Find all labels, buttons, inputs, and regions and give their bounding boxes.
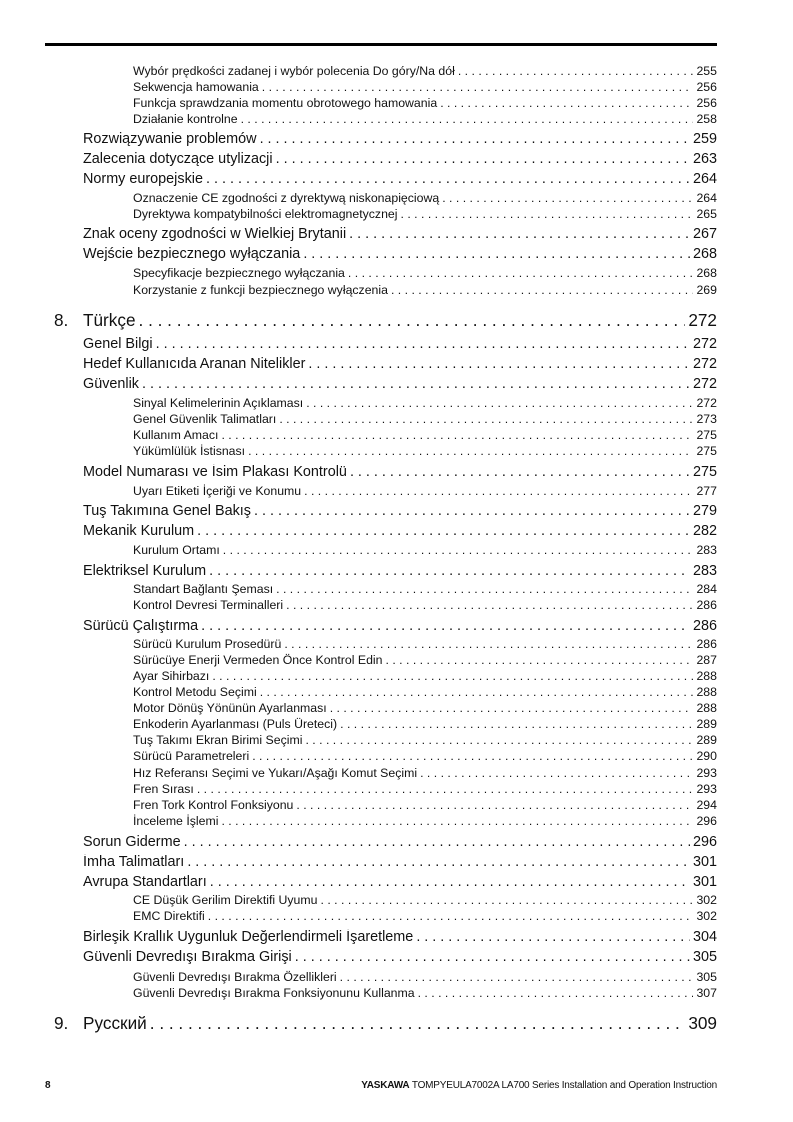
toc-entry-title: Wejście bezpiecznego wyłączania [83, 246, 301, 262]
toc-subsection[interactable] [133, 112, 717, 126]
toc-subsection[interactable] [133, 191, 717, 205]
toc-section[interactable] [83, 929, 717, 945]
toc-subsection[interactable] [133, 701, 717, 715]
toc-section[interactable] [83, 246, 717, 262]
toc-subsection[interactable] [133, 412, 717, 426]
toc-subsection[interactable] [133, 283, 717, 297]
dot-leader [306, 396, 693, 410]
dot-leader [212, 669, 693, 683]
toc-entry-title: Güvenli Devredışı Bırakma Fonksiyonunu Kullanma [133, 986, 415, 1000]
dot-leader [305, 733, 693, 747]
toc-entry-title: Oznaczenie CE zgodności z dyrektywą niskonapięciową [133, 191, 440, 205]
toc-entry-title: Dyrektywa kompatybilności elektromagnetycznej [133, 207, 398, 221]
toc-page-number: 284 [696, 582, 717, 596]
toc-page-number: 289 [696, 733, 717, 747]
toc-section[interactable] [83, 854, 717, 870]
toc-page-number: 272 [688, 310, 717, 330]
footer-document-title [361, 1080, 717, 1091]
dot-leader [286, 598, 693, 612]
dot-leader [210, 874, 690, 890]
dot-leader [201, 618, 690, 634]
toc-chapter[interactable] [54, 1013, 717, 1034]
dot-leader [260, 685, 694, 699]
toc-chapter-number: 8. [54, 310, 69, 330]
toc-entry-title: Kontrol Metodu Seçimi [133, 685, 257, 699]
toc-page-number: 265 [696, 207, 717, 221]
toc-page-number: 294 [696, 798, 717, 812]
toc-page-number: 268 [692, 246, 717, 262]
toc-subsection[interactable] [133, 893, 717, 907]
dot-leader [349, 226, 690, 242]
toc-subsection[interactable] [133, 637, 717, 651]
dot-leader [350, 464, 690, 480]
toc-entry-title: Elektriksel Kurulum [83, 563, 207, 579]
dot-leader [221, 814, 693, 828]
toc-entry-title: Hız Referansı Seçimi ve Yukarı/Aşağı Komut Seçimi [133, 766, 418, 780]
toc-subsection[interactable] [133, 543, 717, 557]
toc-entry-title: Motor Dönüş Yönünün Ayarlanması [133, 701, 327, 715]
toc-page-number: 273 [696, 412, 717, 426]
toc-entry-title: İnceleme İşlemi [133, 814, 219, 828]
dot-leader [241, 112, 694, 126]
toc-entry-title: Ayar Sihirbazı [133, 669, 210, 683]
dot-leader [276, 151, 690, 167]
toc-subsection[interactable] [133, 782, 717, 796]
toc-page-number: 256 [696, 96, 717, 110]
toc-entry-title: Sürücü Kurulum Prosedürü [133, 637, 282, 651]
toc-page-number: 283 [692, 563, 717, 579]
toc-section[interactable] [83, 949, 717, 965]
dot-leader [150, 1013, 686, 1034]
toc-subsection[interactable] [133, 970, 717, 984]
toc-subsection[interactable] [133, 986, 717, 1000]
toc-section[interactable] [83, 618, 717, 634]
toc-subsection[interactable] [133, 444, 717, 458]
toc-entry-title: Znak oceny zgodności w Wielkiej Brytanii [83, 226, 347, 242]
toc-subsection[interactable] [133, 96, 717, 110]
dot-leader [279, 412, 693, 426]
dot-leader [284, 637, 693, 651]
toc-subsection[interactable] [133, 909, 717, 923]
dot-leader [391, 283, 694, 297]
toc-section[interactable] [83, 563, 717, 579]
toc-section[interactable] [83, 523, 717, 539]
toc-section[interactable] [83, 834, 717, 850]
toc-subsection[interactable] [133, 733, 717, 747]
toc-chapter-title: Русский [83, 1013, 147, 1033]
dot-leader [440, 96, 693, 110]
toc-page-number: 264 [692, 171, 717, 187]
toc-subsection[interactable] [133, 669, 717, 683]
toc-page-number: 283 [696, 543, 717, 557]
toc-entry-title: Fren Sırası [133, 782, 194, 796]
dot-leader [296, 798, 693, 812]
toc-subsection[interactable] [133, 207, 717, 221]
toc-section[interactable] [83, 376, 717, 392]
dot-leader [330, 701, 694, 715]
toc-chapter-number: 9. [54, 1013, 69, 1033]
dot-leader [416, 929, 690, 945]
toc-page-number: 268 [696, 266, 717, 280]
toc-page-number: 263 [692, 151, 717, 167]
toc-entry-title: Normy europejskie [83, 171, 203, 187]
toc-subsection[interactable] [133, 428, 717, 442]
toc-page-number: 258 [696, 112, 717, 126]
toc-entry-title: Funkcja sprawdzania momentu obrotowego hamowania [133, 96, 438, 110]
toc-page-number: 272 [692, 336, 717, 352]
toc-entry-title: Uyarı Etiketi İçeriği ve Konumu [133, 484, 302, 498]
dot-leader [458, 64, 694, 78]
dot-leader [223, 543, 694, 557]
toc-page-number: 272 [692, 376, 717, 392]
toc-page-number: 286 [696, 637, 717, 651]
toc-page-number: 288 [696, 701, 717, 715]
toc-entry-title: Standart Bağlantı Şeması [133, 582, 274, 596]
dot-leader [348, 266, 694, 280]
toc-subsection[interactable] [133, 653, 717, 667]
toc-page-number: 275 [696, 444, 717, 458]
toc-entry-title: Specyfikacje bezpiecznego wyłączania [133, 266, 345, 280]
toc-page-number: 301 [692, 874, 717, 890]
dot-leader [209, 563, 690, 579]
toc-subsection[interactable] [133, 598, 717, 612]
toc-entry-title: Güvenlik [83, 376, 139, 392]
toc-page-number: 288 [696, 685, 717, 699]
toc-page-number: 302 [696, 893, 717, 907]
toc-section[interactable] [83, 151, 717, 167]
toc-subsection[interactable] [133, 582, 717, 596]
footer-document-name: TOMPYEULA7002A LA700 Series Installation and Operation Instruction [411, 1080, 717, 1091]
dot-leader [340, 970, 694, 984]
toc-page-number: 269 [696, 283, 717, 297]
toc-subsection[interactable] [133, 396, 717, 410]
toc-page-number: 302 [696, 909, 717, 923]
toc-page-number: 289 [696, 717, 717, 731]
dot-leader [221, 428, 693, 442]
toc-section[interactable] [83, 131, 717, 147]
toc-entry-title: Genel Bilgi [83, 336, 153, 352]
dot-leader [248, 444, 693, 458]
dot-leader [156, 336, 690, 352]
toc-page-number: 286 [692, 618, 717, 634]
dot-leader [197, 523, 690, 539]
toc-subsection[interactable] [133, 749, 717, 763]
toc-page-number: 272 [696, 396, 717, 410]
toc-entry-title: Tuş Takımına Genel Bakış [83, 503, 251, 519]
dot-leader [262, 80, 694, 94]
toc-section[interactable] [83, 874, 717, 890]
toc-entry-title [54, 310, 136, 331]
toc-page-number: 293 [696, 782, 717, 796]
toc-entry-title [54, 1013, 147, 1034]
toc-page-number: 282 [692, 523, 717, 539]
toc-entry-title: Sürücü Çalıştırma [83, 618, 199, 634]
toc-page-number: 304 [692, 929, 717, 945]
toc-entry-title: Kurulum Ortamı [133, 543, 220, 557]
toc-chapter-title: Türkçe [83, 310, 136, 330]
toc-page-number: 293 [696, 766, 717, 780]
dot-leader [308, 356, 690, 372]
toc-entry-title: Model Numarası ve İsim Plakası Kontrolü [83, 464, 347, 480]
toc-page-number: 305 [696, 970, 717, 984]
dot-leader [206, 171, 690, 187]
toc-entry-title: Güvenli Devredışı Bırakma Girişi [83, 949, 292, 965]
dot-leader [276, 582, 693, 596]
toc-subsection[interactable] [133, 685, 717, 699]
toc-page-number: 305 [692, 949, 717, 965]
toc-entry-title: Działanie kontrolne [133, 112, 238, 126]
toc-page-number: 290 [696, 749, 717, 763]
toc-page-number: 272 [692, 356, 717, 372]
toc-page-number: 259 [692, 131, 717, 147]
toc-chapter[interactable] [54, 310, 717, 331]
footer-brand: YASKAWA [361, 1080, 410, 1091]
toc-entry-title: Kontrol Devresi Terminalleri [133, 598, 284, 612]
dot-leader [139, 310, 686, 331]
toc-page-number: 287 [696, 653, 717, 667]
toc-section[interactable] [83, 336, 717, 352]
toc-page-number: 309 [688, 1013, 717, 1033]
toc-page-number: 256 [696, 80, 717, 94]
toc-entry-title: Avrupa Standartları [83, 874, 207, 890]
toc-page-number: 288 [696, 669, 717, 683]
dot-leader [208, 909, 694, 923]
toc-page-number: 279 [692, 503, 717, 519]
toc-page-number: 275 [692, 464, 717, 480]
dot-leader [303, 246, 690, 262]
footer-page-number: 8 [45, 1080, 51, 1091]
toc-subsection[interactable] [133, 64, 717, 78]
toc-entry-title: Sekwencja hamowania [133, 80, 259, 94]
toc-entry-title: CE Düşük Gerilim Direktifi Uyumu [133, 893, 318, 907]
dot-leader [184, 834, 690, 850]
toc-entry-title: Sürücü Parametreleri [133, 749, 250, 763]
toc-entry-title: Hedef Kullanıcıda Aranan Nitelikler [83, 356, 306, 372]
dot-leader [340, 717, 693, 731]
dot-leader [197, 782, 694, 796]
toc-entry-title: Enkoderin Ayarlanması (Puls Üreteci) [133, 717, 338, 731]
toc-section[interactable] [83, 464, 717, 480]
toc-entry-title: Güvenli Devredışı Bırakma Özellikleri [133, 970, 337, 984]
toc-section[interactable] [83, 171, 717, 187]
toc-subsection[interactable] [133, 80, 717, 94]
toc-page-number: 286 [696, 598, 717, 612]
dot-leader [418, 986, 694, 1000]
dot-leader [142, 376, 690, 392]
toc-page-number: 296 [696, 814, 717, 828]
toc-section[interactable] [83, 356, 717, 372]
toc-subsection[interactable] [133, 266, 717, 280]
toc-entry-title: Rozwiązywanie problemów [83, 131, 257, 147]
dot-leader [260, 131, 690, 147]
toc-entry-title: Zalecenia dotyczące utylizacji [83, 151, 273, 167]
toc-section[interactable] [83, 226, 717, 242]
dot-leader [401, 207, 694, 221]
toc-section[interactable] [83, 503, 717, 519]
toc-entry-title: Kullanım Amacı [133, 428, 219, 442]
dot-leader [442, 191, 693, 205]
toc-subsection[interactable] [133, 717, 717, 731]
toc-entry-title: Mekanik Kurulum [83, 523, 195, 539]
toc-page-number: 307 [696, 986, 717, 1000]
dot-leader [420, 766, 693, 780]
toc-page-number: 255 [696, 64, 717, 78]
dot-leader [187, 854, 690, 870]
toc-entry-title: Fren Tork Kontrol Fonksiyonu [133, 798, 294, 812]
toc-page-number: 264 [696, 191, 717, 205]
toc-page-number: 301 [692, 854, 717, 870]
toc-entry-title: Korzystanie z funkcji bezpiecznego wyłączenia [133, 283, 388, 297]
toc-entry-title: Birleşik Krallık Uygunluk Değerlendirmeli İşaretleme [83, 929, 414, 945]
dot-leader [295, 949, 690, 965]
dot-leader [252, 749, 693, 763]
toc-entry-title: Yükümlülük İstisnası [133, 444, 246, 458]
toc-page-number: 267 [692, 226, 717, 242]
toc-entry-title: Wybór prędkości zadanej i wybór polecenia Do góry/Na dół [133, 64, 455, 78]
toc-entry-title: Tuş Takımı Ekran Birimi Seçimi [133, 733, 303, 747]
toc-entry-title: Genel Güvenlik Talimatları [133, 412, 277, 426]
toc-page-number: 275 [696, 428, 717, 442]
toc-entry-title: Sinyal Kelimelerinin Açıklaması [133, 396, 304, 410]
dot-leader [386, 653, 694, 667]
toc-subsection[interactable] [133, 814, 717, 828]
dot-leader [320, 893, 693, 907]
toc-subsection[interactable] [133, 766, 717, 780]
toc-entry-title: Sorun Giderme [83, 834, 181, 850]
toc-entry-title: Sürücüye Enerji Vermeden Önce Kontrol Edin [133, 653, 383, 667]
dot-leader [254, 503, 690, 519]
toc-entry-title: EMC Direktifi [133, 909, 205, 923]
toc-page-number: 296 [692, 834, 717, 850]
toc-subsection[interactable] [133, 798, 717, 812]
toc-entry-title: İmha Talimatları [83, 854, 185, 870]
dot-leader [304, 484, 693, 498]
toc-page-number: 277 [696, 484, 717, 498]
toc-subsection[interactable] [133, 484, 717, 498]
